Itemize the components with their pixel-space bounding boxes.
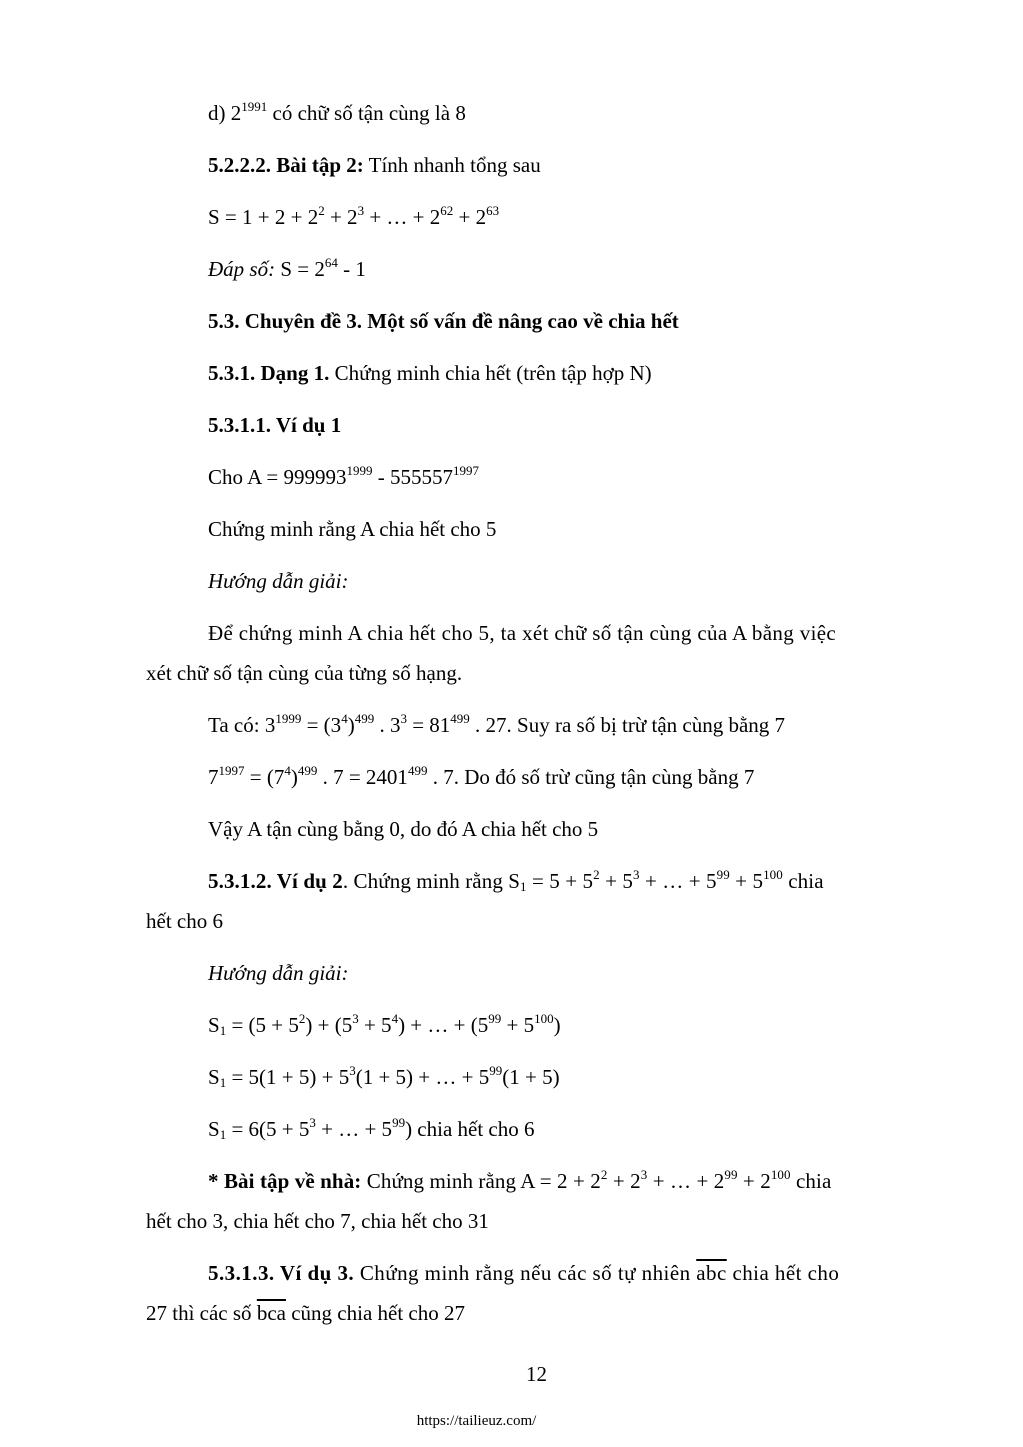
footer-url: https://tailieuz.com/ — [416, 1413, 537, 1429]
solution-2-step-2: $S_1 = 5(1 + 5) + 5^3(1 + 5)$ + … + $5^{99}(1 + 5)$ — [208, 1063, 560, 1090]
example-1-heading: 5.3.1.1. Ví dụ 1 — [208, 413, 342, 437]
solution-heading-1: Hướng dẫn giải: — [208, 569, 349, 593]
solution-2-step-1: $S_1 = (5 + 5^2) + (5^3 + 5^4)$ + … + $(5^{99} + 5^{100})$ — [208, 1011, 561, 1038]
homework-line-1: * Bài tập về nhà: Chứng minh rằng $A = 2 + 2^2 + 2^3$ + … + $2^{99} + 2^{100}$ chia — [208, 1167, 832, 1193]
solution-conclusion-1: Vậy A tận cùng bằng 0, do đó A chia hết cho 5 — [208, 817, 599, 841]
section-heading: 5.3. Chuyên đề 3. Một số vấn đề nâng cao về chia hết — [208, 309, 679, 333]
solution-step-1: Ta có: $3^{1999} = (3^4)^{499}$ . $3^3 = 81^{499}$ . 27. Suy ra số bị trừ tận cùng bằng 7 — [208, 711, 786, 737]
sum-formula: $S = 1 + 2 + 2^2 + 2^3$ + … + $2^{62} + 2^{63}$ — [208, 203, 500, 229]
example-3-line-1: 5.3.1.3. Ví dụ 3. Chứng minh rằng nếu các số tự nhiên $\overline{abc}$ chia hết cho — [208, 1261, 840, 1285]
solution-paragraph-line-1: Để chứng minh A chia hết cho 5, ta xét chữ số tận cùng của A bằng việc — [208, 621, 837, 645]
homework-line-2: hết cho 3, chia hết cho 7, chia hết cho 31 — [146, 1209, 489, 1233]
example-1-given: Cho $A = 999993^{1999} - 555557^{1997}$ — [208, 463, 479, 489]
solution-step-2: $7^{1997} = (7^4)^{499}$ . $7 = 2401^{499}$ . 7. Do đó số trừ cũng tận cùng bằng 7 — [208, 763, 755, 789]
solution-paragraph-line-2: xét chữ số tận cùng của từng số hạng. — [146, 661, 463, 685]
example-2-line-1: 5.3.1.2. Ví dụ 2. Chứng minh rằng $S_1 = 5 + 5^2 + 5^3$ + … + $5^{99} + 5^{100}$ chia — [208, 867, 824, 894]
example-1-task: Chứng minh rằng A chia hết cho 5 — [208, 517, 497, 541]
solution-heading-2: Hướng dẫn giải: — [208, 961, 349, 985]
page-number: 12 — [526, 1362, 547, 1386]
example-2-line-2: hết cho 6 — [146, 909, 223, 933]
text-line-1: d) $2^{1991}$ có chữ số tận cùng là 8 — [208, 99, 466, 125]
exercise-heading: 5.2.2.2. Bài tập 2: Tính nhanh tổng sau — [208, 153, 541, 177]
example-3-line-2: 27 thì các số $\overline{bca}$ cũng chia hết cho 27 — [146, 1301, 465, 1325]
answer-line: Đáp số: $S = 2^{64} - 1$ — [208, 255, 366, 281]
solution-2-step-3: $S_1 = 6(5 + 5^3$ + … + $5^{99}$) chia hết cho 6 — [208, 1115, 535, 1142]
subsection-heading: 5.3.1. Dạng 1. Chứng minh chia hết (trên tập hợp N) — [208, 361, 652, 385]
